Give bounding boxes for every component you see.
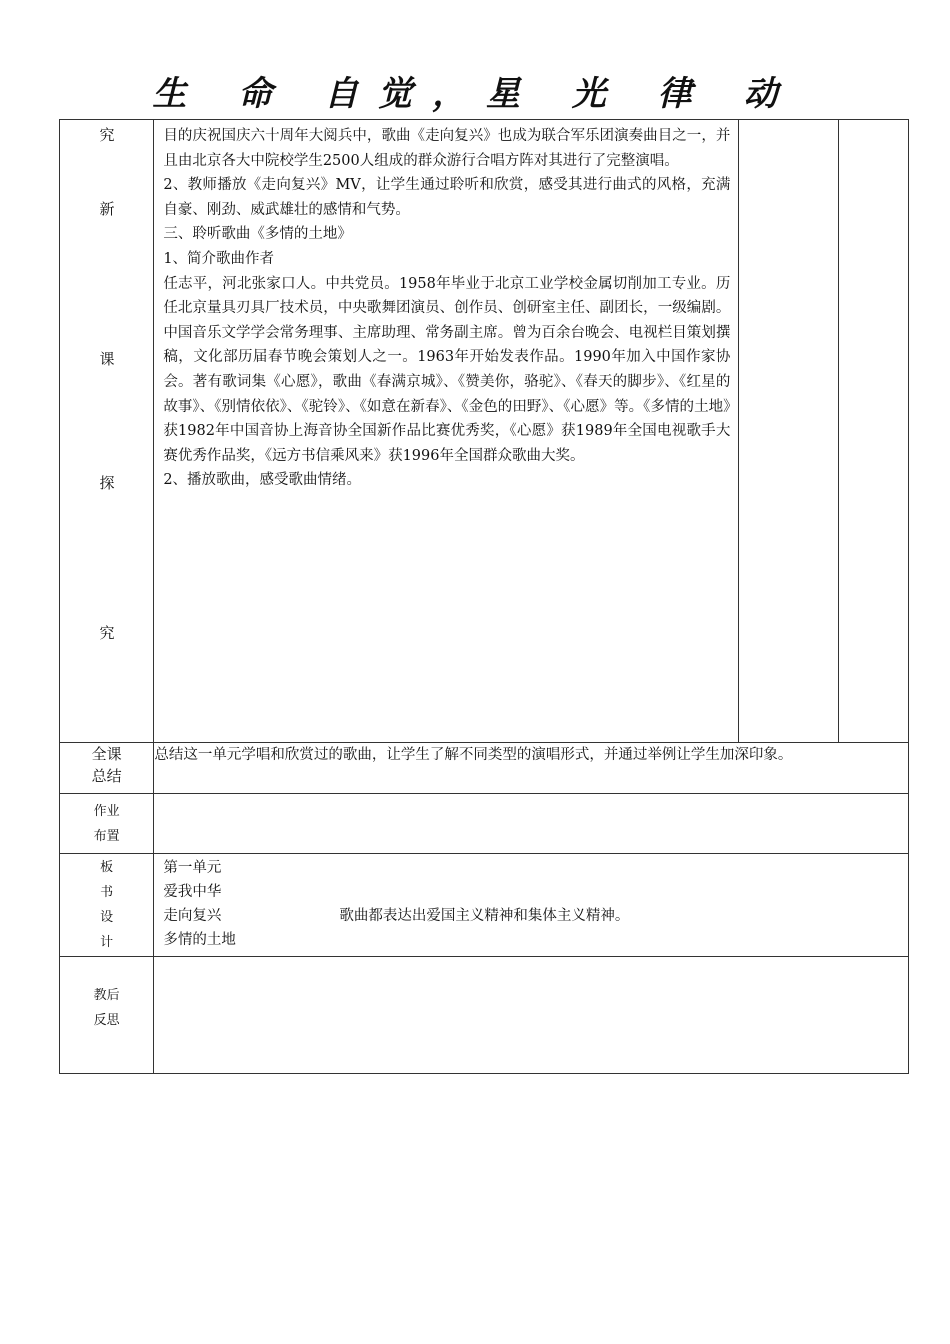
page-title: 生 命 自觉，星 光 律 动 [152, 74, 798, 114]
board-label-cell [60, 854, 154, 957]
inquiry-label-cell [60, 120, 154, 743]
board-line: 爱我中华 [163, 884, 222, 900]
summary-label-line1: 全课 [91, 745, 122, 763]
board-label-char: 书 [100, 885, 114, 900]
inquiry-label-char: 探 [99, 474, 115, 492]
inquiry-paragraph: 2、教师播放《走向复兴》MV，让学生通过聆听和欣赏，感受其进行曲式的风格，充满自豪、刚劲、威武雄壮的感情和气势。 [163, 177, 731, 218]
lesson-plan-table [59, 119, 909, 1074]
inquiry-label-char: 新 [99, 200, 115, 218]
summary-label-line2: 总结 [91, 767, 122, 785]
reflection-row [60, 957, 909, 1074]
inquiry-empty-cell-b [838, 120, 908, 743]
board-row [60, 854, 909, 957]
homework-label-line2: 布置 [93, 828, 120, 844]
board-content-cell [154, 854, 909, 957]
board-line: 多情的土地 [163, 932, 236, 948]
inquiry-empty-cell-a [739, 120, 838, 743]
board-label-char: 设 [100, 910, 114, 925]
inquiry-paragraph: 2、播放歌曲，感受歌曲情绪。 [163, 472, 362, 489]
summary-label-cell [60, 743, 154, 794]
reflection-label-line1: 教后 [93, 988, 120, 1003]
reflection-label-line2: 反思 [93, 1013, 120, 1028]
board-label-char: 板 [100, 860, 114, 875]
inquiry-label-char: 课 [99, 350, 115, 368]
inquiry-paragraph: 任志平，河北张家口人。中共党员。1958年毕业于北京工业学校金属切削加工专业。历任北京量具刃具厂技术员，中央歌舞团演员、创作员、创研室主任、副团长，一级编剧。中国音乐文学学会常务理事、主席助理、常务副主席。曾为百余台晚会、电视栏目策划撰稿，文化部历届春节晚会策划人之一。1963年开始发表作品。1990年加入中国作家协会。著有歌词集《心愿》，歌曲《春满京城》、《赞美你，骆驼》、《春天的脚步》、《红星的故事》、《别情依依》、《驼铃》、《如意在新春》、《金色的田野》、《心愿》等。《多情的土地》获1982年中国音协上海音协全国新作品比赛优秀奖，《心愿》获1989年全国电视歌手大赛优秀作品奖，《远方书信乘风来》获1996年全国群众歌曲大奖。 [163, 275, 731, 464]
board-line: 走向复兴 [163, 908, 222, 924]
inquiry-label-char: 究 [99, 126, 115, 144]
homework-label-line1: 作业 [93, 803, 120, 819]
homework-content-cell [154, 794, 909, 854]
inquiry-content-cell [154, 120, 739, 743]
homework-label-cell [60, 794, 154, 854]
homework-row [60, 794, 909, 854]
board-line: 第一单元 [163, 860, 222, 876]
reflection-content-cell [154, 957, 909, 1074]
board-label-char: 计 [100, 935, 114, 950]
inquiry-row [60, 120, 909, 743]
board-note: 歌曲都表达出爱国主义精神和集体主义精神。 [339, 908, 630, 924]
inquiry-paragraph: 目的庆祝国庆六十周年大阅兵中，歌曲《走向复兴》也成为联合军乐团演奏曲目之一，并且由北京各大中院校学生2500人组成的群众游行合唱方阵对其进行了完整演唱。 [163, 128, 731, 169]
summary-row [60, 743, 909, 794]
reflection-label-cell [60, 957, 154, 1074]
inquiry-paragraph: 1、简介歌曲作者 [163, 250, 275, 267]
inquiry-paragraph: 三、聆听歌曲《多情的土地》 [163, 226, 352, 243]
inquiry-label-char: 究 [99, 624, 115, 642]
summary-text: 总结这一单元学唱和欣赏过的歌曲，让学生了解不同类型的演唱形式，并通过举例让学生加深印象。 [154, 743, 909, 794]
